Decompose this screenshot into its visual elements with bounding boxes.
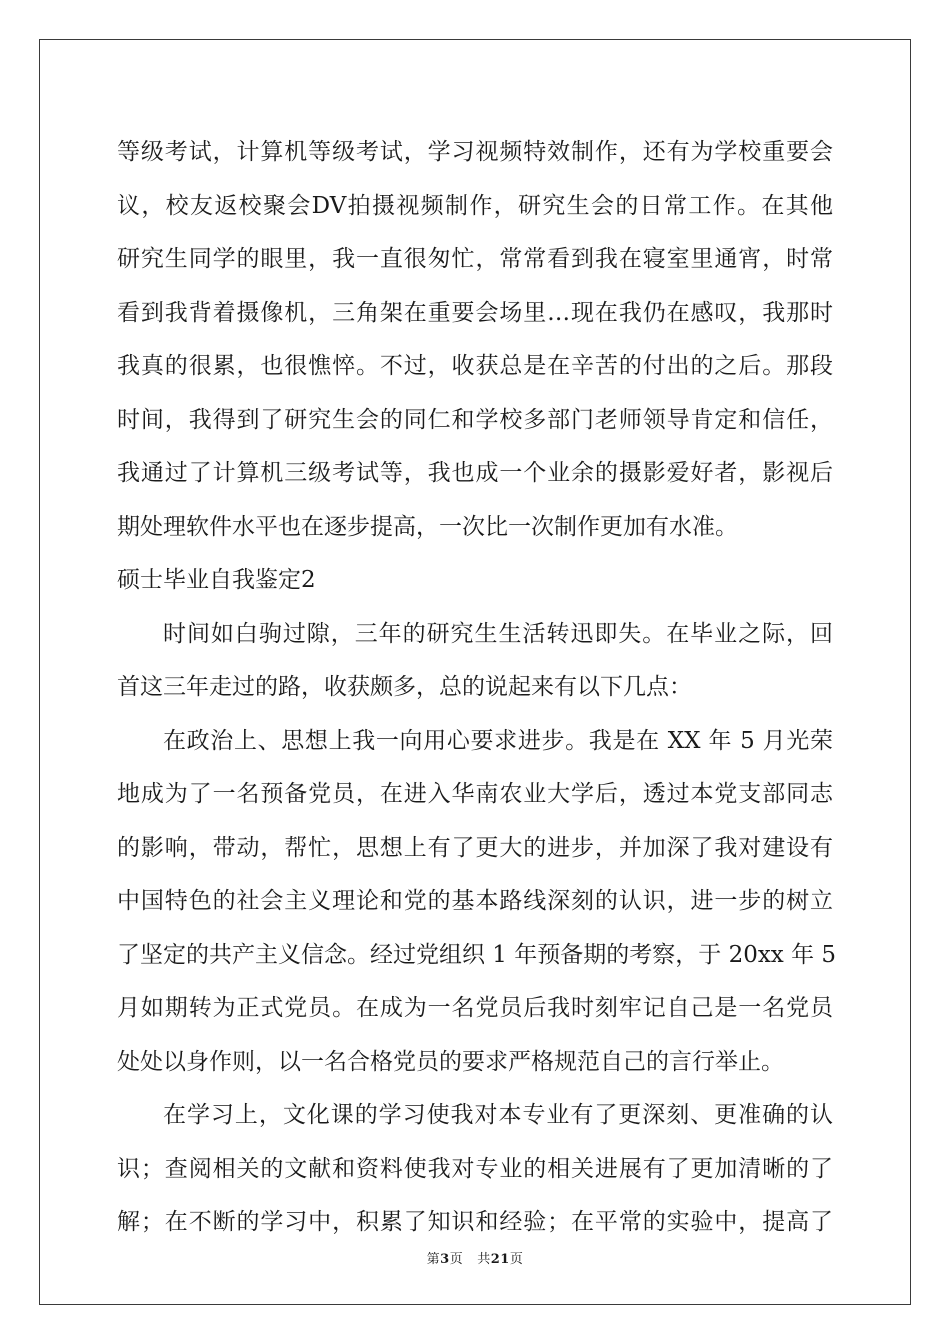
text-line: 期处理软件水平也在逐步提高，一次比一次制作更加有水准。 <box>117 513 738 540</box>
text-line: 中国特色的社会主义理论和党的基本路线深刻的认识，进一步的树立 <box>117 888 833 914</box>
text-line: 识；查阅相关的文献和资料使我对专业的相关进展有了更加清晰的了 <box>117 1155 833 1182</box>
text-line: 地成为了一名预备党员，在进入华南农业大学后，透过本党支部同志 <box>117 781 833 807</box>
text-line: 解；在不断的学习中，积累了知识和经验；在平常的实验中，提高了 <box>117 1209 833 1235</box>
text-line: 首这三年走过的路，收获颇多，总的说起来有以下几点： <box>117 674 692 700</box>
text-line: 我通过了计算机三级考试等，我也成一个业余的摄影爱好者，影视后 <box>117 460 833 486</box>
paragraph-first-line: 时间如白驹过隙，三年的研究生生活转迅即失。在毕业之际，回 <box>163 620 833 647</box>
paragraph-first-line: 在政治上、思想上我一向用心要求进步。我是在 XX 年 5 月光荣 <box>163 727 833 754</box>
text-line: 看到我背着摄像机，三角架在重要会场里…现在我仍在感叹，我那时 <box>117 299 833 326</box>
text-line: 等级考试，计算机等级考试，学习视频特效制作，还有为学校重要会 <box>117 139 833 165</box>
text-line: 议，校友返校聚会DV拍摄视频制作，研究生会的日常工作。在其他 <box>117 192 833 219</box>
document-body <box>117 126 837 1250</box>
text-line: 了坚定的共产主义信念。经过党组织 1 年预备期的考察，于 20xx 年 5 <box>117 941 837 968</box>
total-pages: 21 <box>490 1252 510 1267</box>
page-number: 3 <box>440 1252 450 1267</box>
page-footer <box>0 1248 950 1267</box>
text-line: 处处以身作则，以一名合格党员的要求严格规范自己的言行举止。 <box>117 1048 784 1075</box>
paragraph-first-line: 在学习上，文化课的学习使我对本专业有了更深刻、更准确的认 <box>163 1102 833 1128</box>
text-line: 时间，我得到了研究生会的同仁和学校多部门老师领导肯定和信任， <box>117 406 833 433</box>
text-line: 我真的很累，也很憔悴。不过，收获总是在辛苦的付出的之后。那段 <box>117 353 833 379</box>
text-line: 研究生同学的眼里，我一直很匆忙，常常看到我在寝室里通宵，时常 <box>117 246 833 272</box>
section-heading: 硕士毕业自我鉴定2 <box>117 567 316 593</box>
page-suffix: 页 <box>449 1252 464 1267</box>
text-line: 月如期转为正式党员。在成为一名党员后我时刻牢记自己是一名党员 <box>117 995 833 1021</box>
text-line: 的影响，带动，帮忙，思想上有了更大的进步，并加深了我对建设有 <box>117 834 833 861</box>
page-prefix: 第 <box>426 1252 441 1267</box>
total-prefix: 共 <box>477 1252 491 1267</box>
total-suffix: 页 <box>509 1252 524 1267</box>
